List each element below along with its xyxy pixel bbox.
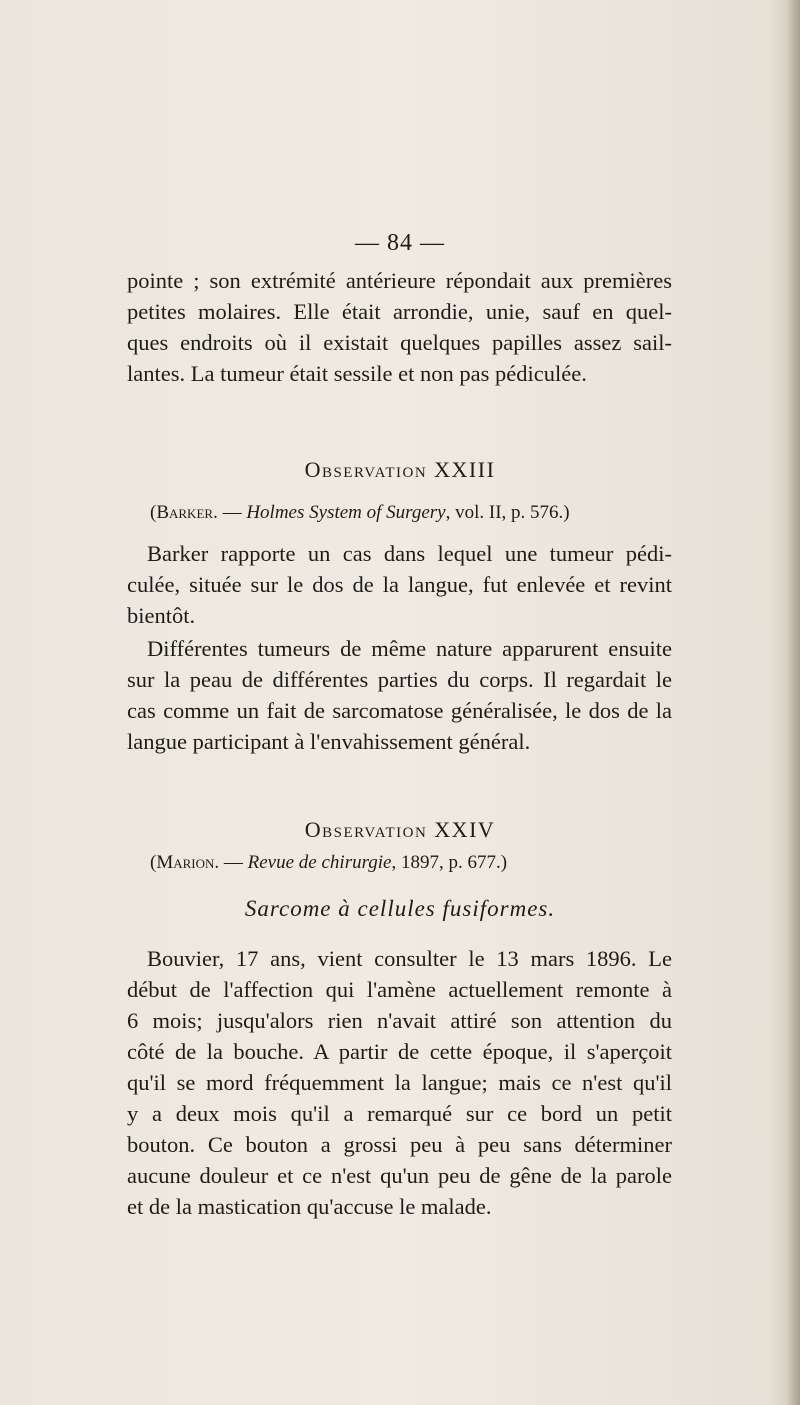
- text-line: 6 mois; jusqu'alors rien n'avait attiré son attention du: [127, 1008, 672, 1033]
- text-line: sur la peau de différentes parties du corps. Il regardait le: [127, 667, 672, 692]
- text-line: côté de la bouche. A partir de cette époque, il s'aperçoit: [127, 1039, 672, 1064]
- ref-author: Marion: [156, 852, 215, 873]
- text-line: début de l'affection qui l'amène actuellement remonte à: [127, 977, 672, 1002]
- page-number: — 84 —: [355, 230, 445, 256]
- paragraph-barker: [127, 538, 672, 631]
- text-line: Barker rapporte un cas dans lequel une tumeur pédi-: [147, 541, 672, 566]
- paragraph-tumeurs: [127, 633, 672, 757]
- text-line: et de la mastication qu'accuse le malade.: [127, 1194, 492, 1219]
- ref-author: Barker: [156, 502, 214, 523]
- text-line: petites molaires. Elle était arrondie, unie, sauf en quel-: [127, 299, 672, 324]
- text-line: y a deux mois qu'il a remarqué sur ce bord un petit: [127, 1101, 672, 1126]
- observation-xxiii-heading: Observation XXIII: [304, 457, 496, 482]
- observation-xxiv-subtitle: Sarcome à cellules fusiformes.: [244, 896, 556, 921]
- text-line: bientôt.: [127, 603, 196, 628]
- ref-dash: . —: [213, 502, 247, 523]
- ref-title: Holmes System of Surgery: [246, 502, 446, 523]
- ref-rest: , vol. II, p. 576.): [445, 502, 570, 523]
- text-line: Différentes tumeurs de même nature apparurent ensuite: [147, 636, 672, 661]
- text-line: bouton. Ce bouton a grossi peu à peu sans déterminer: [127, 1132, 672, 1157]
- text-line: langue participant à l'envahissement général.: [127, 729, 531, 754]
- paragraph-intro: [127, 265, 672, 389]
- observation-xxiv-heading: Observation XXIV: [304, 817, 496, 842]
- ref-rest: , 1897, p. 677.): [391, 852, 508, 873]
- text-line: lantes. La tumeur était sessile et non pas pédiculée.: [127, 361, 587, 386]
- ref-title: Revue de chirurgie: [247, 852, 392, 873]
- text-line: cas comme un fait de sarcomatose généralisée, le dos de la: [127, 698, 672, 723]
- text-line: qu'il se mord fréquemment la langue; mais ce n'est qu'il: [127, 1070, 672, 1095]
- text-line: aucune douleur et ce n'est qu'un peu de gêne de la parole: [127, 1163, 672, 1188]
- observation-xxiii-reference: [150, 502, 570, 524]
- paragraph-bouvier: [127, 943, 672, 1222]
- observation-xxiv-reference: [150, 852, 507, 874]
- page-edge-shadow: [786, 0, 800, 1405]
- ref-dash: . —: [214, 852, 248, 873]
- text-line: culée, située sur le dos de la langue, fut enlevée et revint: [127, 572, 672, 597]
- text-line: Bouvier, 17 ans, vient consulter le 13 mars 1896. Le: [147, 946, 672, 971]
- ref-open: (: [150, 852, 157, 873]
- text-line: ques endroits où il existait quelques papilles assez sail-: [127, 330, 672, 355]
- ref-open: (: [150, 502, 157, 523]
- text-line: pointe ; son extrémité antérieure répondait aux premières: [127, 268, 672, 293]
